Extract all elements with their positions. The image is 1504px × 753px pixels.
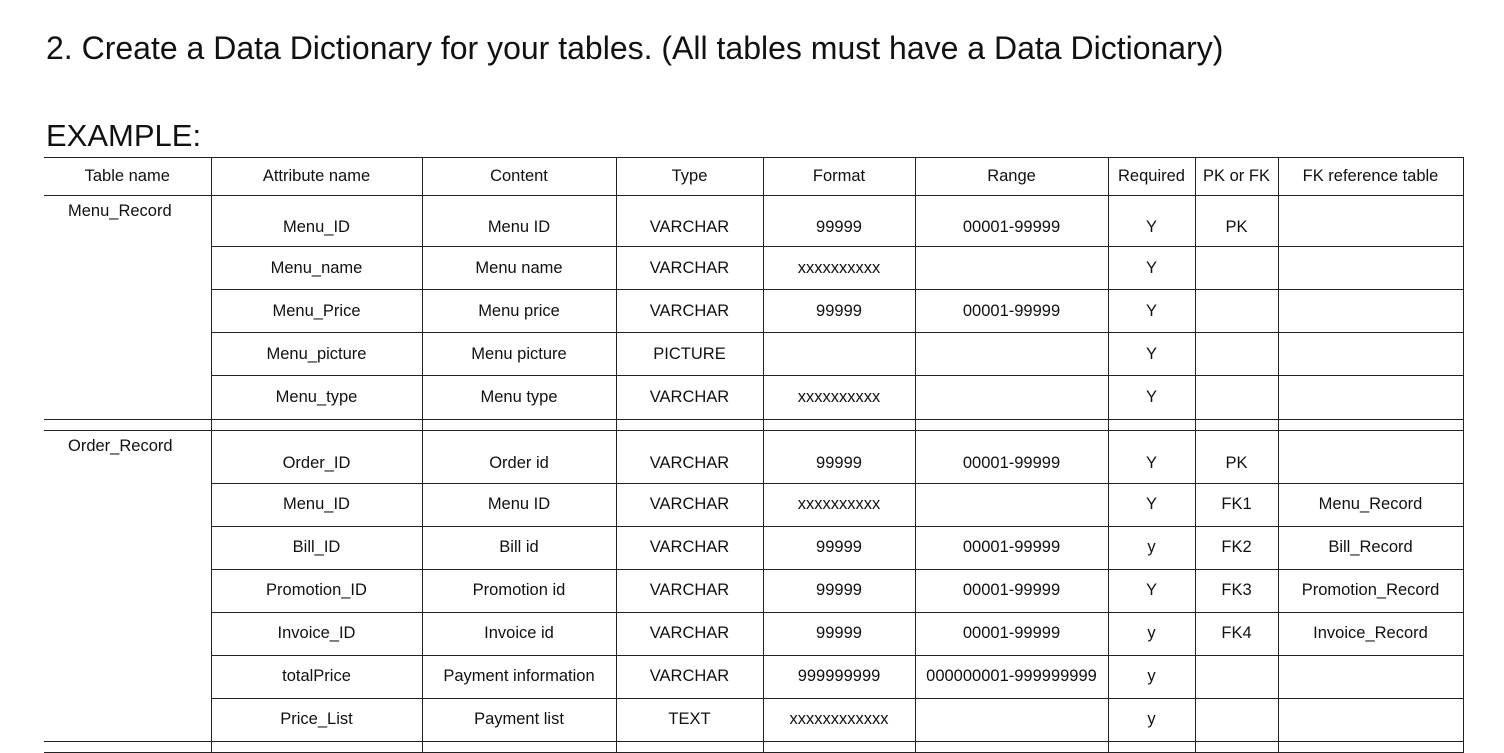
table-cell: Menu_ID	[211, 196, 422, 247]
table-cell: Y	[1108, 569, 1195, 612]
table-cell	[915, 247, 1108, 290]
table-name-cell: Order_Record	[44, 430, 211, 483]
divider-cell	[616, 742, 763, 753]
table-cell: xxxxxxxxxx	[763, 376, 915, 420]
table-cell	[1195, 290, 1278, 333]
divider-cell	[422, 419, 616, 430]
table-cell: Payment information	[422, 655, 616, 698]
table-row	[44, 247, 1463, 290]
table-row	[44, 196, 1463, 247]
table-cell: xxxxxxxxxx	[763, 247, 915, 290]
table-cell: Y	[1108, 247, 1195, 290]
column-header: FK reference table	[1278, 158, 1463, 196]
table-cell: TEXT	[616, 698, 763, 742]
table-cell: Bill id	[422, 526, 616, 569]
table-cell: Menu_Record	[1278, 483, 1463, 526]
table-cell: Order_ID	[211, 430, 422, 483]
divider-cell	[1195, 742, 1278, 753]
divider-cell	[211, 742, 422, 753]
table-row	[44, 430, 1463, 483]
column-header: Format	[763, 158, 915, 196]
table-name-empty-cell	[44, 569, 211, 612]
table-name-empty-cell	[44, 290, 211, 333]
divider-cell	[1195, 419, 1278, 430]
divider-cell	[44, 419, 211, 430]
table-cell	[1278, 376, 1463, 420]
divider-cell	[1108, 742, 1195, 753]
table-cell: Y	[1108, 196, 1195, 247]
column-header: Attribute name	[211, 158, 422, 196]
table-row	[44, 569, 1463, 612]
table-cell: Invoice_ID	[211, 612, 422, 655]
column-header: Table name	[44, 158, 211, 196]
table-name-empty-cell	[44, 376, 211, 420]
table-cell	[763, 333, 915, 376]
table-cell: Menu picture	[422, 333, 616, 376]
divider-cell	[915, 742, 1108, 753]
table-cell: 99999	[763, 196, 915, 247]
table-cell: VARCHAR	[616, 376, 763, 420]
table-cell: 99999	[763, 430, 915, 483]
table-cell: Y	[1108, 483, 1195, 526]
table-cell: 99999	[763, 290, 915, 333]
table-cell	[1278, 333, 1463, 376]
table-cell: 99999	[763, 526, 915, 569]
table-cell: Menu name	[422, 247, 616, 290]
table-name-empty-cell	[44, 483, 211, 526]
table-cell: VARCHAR	[616, 430, 763, 483]
table-cell: Menu_type	[211, 376, 422, 420]
table-cell: 99999	[763, 569, 915, 612]
table-cell: totalPrice	[211, 655, 422, 698]
table-cell: Menu_picture	[211, 333, 422, 376]
table-cell: 00001-99999	[915, 569, 1108, 612]
table-cell	[915, 333, 1108, 376]
table-row	[44, 655, 1463, 698]
table-cell: PK	[1195, 430, 1278, 483]
table-cell	[1195, 376, 1278, 420]
table-name-empty-cell	[44, 655, 211, 698]
table-cell	[1278, 655, 1463, 698]
table-cell	[915, 376, 1108, 420]
table-row	[44, 333, 1463, 376]
table-row	[44, 698, 1463, 742]
table-cell: Y	[1108, 290, 1195, 333]
table-cell	[915, 483, 1108, 526]
table-cell: 99999	[763, 612, 915, 655]
table-name-empty-cell	[44, 526, 211, 569]
column-header: PK or FK	[1195, 158, 1278, 196]
table-cell: Menu type	[422, 376, 616, 420]
table-name-empty-cell	[44, 698, 211, 742]
table-cell: Y	[1108, 333, 1195, 376]
table-cell: Invoice_Record	[1278, 612, 1463, 655]
divider-cell	[763, 742, 915, 753]
table-name-empty-cell	[44, 612, 211, 655]
table-row	[44, 612, 1463, 655]
table-cell: y	[1108, 526, 1195, 569]
table-cell: Bill_Record	[1278, 526, 1463, 569]
table-cell: 00001-99999	[915, 196, 1108, 247]
table-cell	[1195, 247, 1278, 290]
divider-cell	[1278, 742, 1463, 753]
table-cell: VARCHAR	[616, 196, 763, 247]
column-header: Range	[915, 158, 1108, 196]
column-header: Type	[616, 158, 763, 196]
table-cell: Promotion id	[422, 569, 616, 612]
table-cell: xxxxxxxxxxxx	[763, 698, 915, 742]
data-dictionary-table	[44, 157, 1464, 753]
page-title: 2. Create a Data Dictionary for your tables. (All tables must have a Data Dictionary)	[46, 30, 1224, 66]
divider-cell	[763, 419, 915, 430]
table-name-empty-cell	[44, 247, 211, 290]
divider-cell	[1278, 419, 1463, 430]
table-cell: Payment list	[422, 698, 616, 742]
table-cell	[1195, 333, 1278, 376]
table-cell: VARCHAR	[616, 247, 763, 290]
table-cell: Menu_ID	[211, 483, 422, 526]
divider-cell	[616, 419, 763, 430]
table-cell	[1195, 655, 1278, 698]
table-row	[44, 526, 1463, 569]
table-cell	[1195, 698, 1278, 742]
section-divider-row	[44, 419, 1463, 430]
table-cell: PK	[1195, 196, 1278, 247]
table-cell: Menu price	[422, 290, 616, 333]
table-cell: VARCHAR	[616, 526, 763, 569]
table-cell: 00001-99999	[915, 290, 1108, 333]
table-cell: VARCHAR	[616, 483, 763, 526]
table-cell: FK2	[1195, 526, 1278, 569]
table-cell: FK3	[1195, 569, 1278, 612]
divider-cell	[44, 742, 211, 753]
table-row	[44, 290, 1463, 333]
table-cell: 999999999	[763, 655, 915, 698]
table-cell	[915, 698, 1108, 742]
table-cell: Promotion_ID	[211, 569, 422, 612]
table-cell: y	[1108, 655, 1195, 698]
table-name-empty-cell	[44, 333, 211, 376]
table-cell: VARCHAR	[616, 569, 763, 612]
table-cell: xxxxxxxxxx	[763, 483, 915, 526]
table-cell: Y	[1108, 376, 1195, 420]
table-cell: 00001-99999	[915, 526, 1108, 569]
divider-cell	[422, 742, 616, 753]
column-header: Content	[422, 158, 616, 196]
table-cell: Price_List	[211, 698, 422, 742]
table-cell: VARCHAR	[616, 612, 763, 655]
table-cell	[1278, 196, 1463, 247]
table-cell: PICTURE	[616, 333, 763, 376]
table-cell: Menu ID	[422, 196, 616, 247]
column-header: Required	[1108, 158, 1195, 196]
table-cell: VARCHAR	[616, 290, 763, 333]
table-cell: Menu_name	[211, 247, 422, 290]
table-row	[44, 376, 1463, 420]
divider-cell	[1108, 419, 1195, 430]
table-cell	[1278, 247, 1463, 290]
example-label: EXAMPLE:	[46, 118, 202, 153]
table-cell	[1278, 430, 1463, 483]
table-cell: Bill_ID	[211, 526, 422, 569]
divider-cell	[211, 419, 422, 430]
table-cell: y	[1108, 612, 1195, 655]
table-cell	[1278, 290, 1463, 333]
table-cell: Invoice id	[422, 612, 616, 655]
table-cell: VARCHAR	[616, 655, 763, 698]
table-cell: y	[1108, 698, 1195, 742]
table-cell: Order id	[422, 430, 616, 483]
header-row	[44, 158, 1463, 196]
table-cell: 00001-99999	[915, 612, 1108, 655]
table-cell: Menu_Price	[211, 290, 422, 333]
table-cell: Promotion_Record	[1278, 569, 1463, 612]
table-row	[44, 483, 1463, 526]
section-divider-row	[44, 742, 1463, 753]
table-cell	[1278, 698, 1463, 742]
table-cell: 00001-99999	[915, 430, 1108, 483]
table-cell: FK4	[1195, 612, 1278, 655]
divider-cell	[915, 419, 1108, 430]
table-cell: Menu ID	[422, 483, 616, 526]
table-cell: FK1	[1195, 483, 1278, 526]
table-cell: Y	[1108, 430, 1195, 483]
table-cell: 000000001-999999999	[915, 655, 1108, 698]
table-name-cell: Menu_Record	[44, 196, 211, 247]
